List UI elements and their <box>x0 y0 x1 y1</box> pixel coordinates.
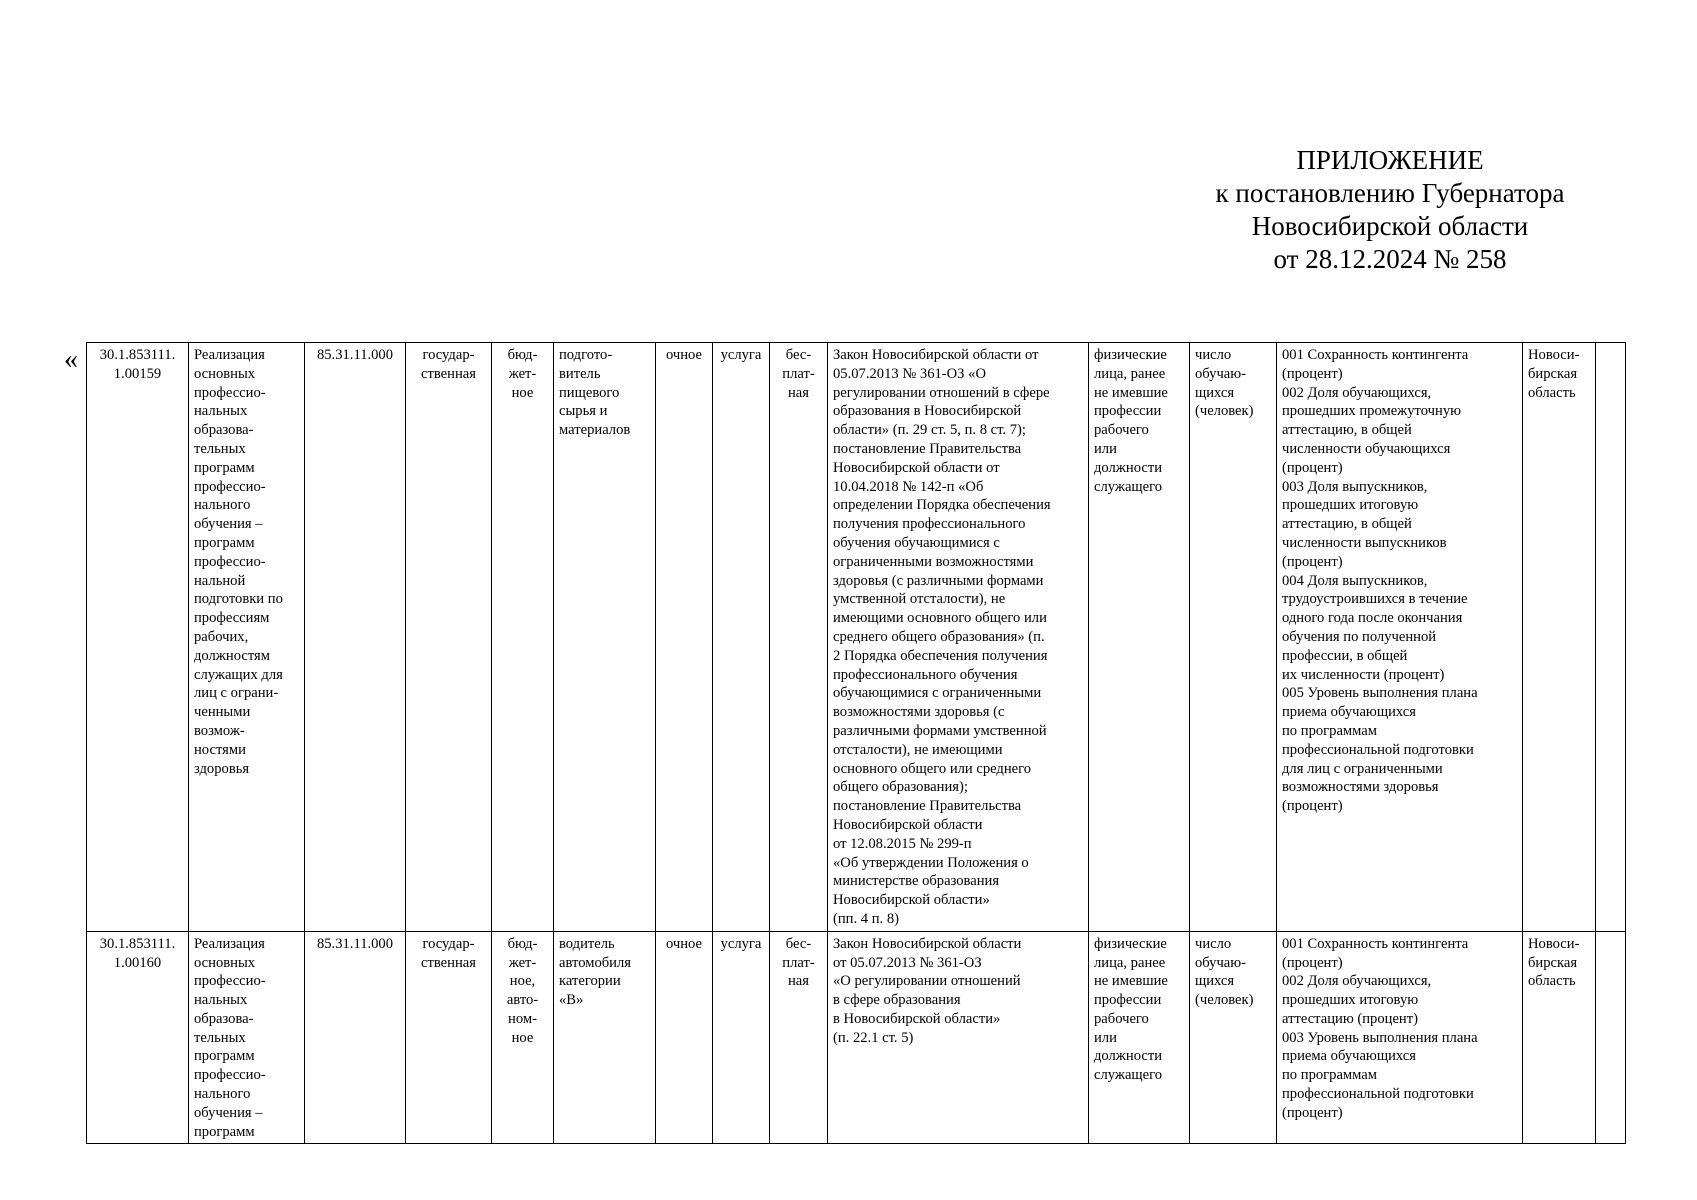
ownership-cell: государ- ственная <box>406 931 492 1144</box>
service-code-cell: 30.1.853111. 1.00160 <box>87 931 189 1144</box>
table-row <box>87 343 1626 932</box>
appendix-header <box>1180 144 1600 276</box>
region-cell: Новоси- бирская область <box>1523 931 1596 1144</box>
okpd-code-cell: 85.31.11.000 <box>305 931 406 1144</box>
extra-cell <box>1596 931 1626 1144</box>
institution-type-cell: бюд- жет- ное, авто- ном- ное <box>492 931 554 1144</box>
ownership-cell: государ- ственная <box>406 343 492 932</box>
appendix-title: ПРИЛОЖЕНИЕ <box>1296 145 1484 175</box>
okpd-code-cell: 85.31.11.000 <box>305 343 406 932</box>
appendix-resolution-line: к постановлению Губернатора <box>1215 178 1565 208</box>
appendix-region-line: Новосибирской области <box>1251 211 1529 241</box>
institution-type-cell: бюд- жет- ное <box>492 343 554 932</box>
quality-indicators-cell: 001 Сохранность контингента (процент) 002 Доля обучающихся, прошедших итоговую аттестацию (процент) 003 Уровень выполнения плана приема обучающихся по программам профессиональной подготовки (процент) <box>1277 931 1523 1144</box>
payment-cell: бес- плат- ная <box>770 931 828 1144</box>
kind-cell: услуга <box>713 931 770 1144</box>
consumers-cell: физические лица, ранее не имевшие профессии рабочего или должности служащего <box>1089 343 1190 932</box>
volume-indicator-cell: число обучаю- щихся (человек) <box>1190 931 1277 1144</box>
payment-cell: бес- плат- ная <box>770 343 828 932</box>
extra-cell <box>1596 343 1626 932</box>
content-cell: подгото- витель пищевого сырья и материалов <box>554 343 656 932</box>
form-cell: очное <box>656 931 713 1144</box>
legal-basis-cell: Закон Новосибирской области от 05.07.2013 № 361-ОЗ «О регулировании отношений в сфере образования в Новосибирской области» (п. 22.1 ст. 5) <box>828 931 1089 1144</box>
service-name-cell: Реализация основных профессио- нальных образова- тельных программ профессио- нального обучения – программ профессио- нальной подготовки по профессиям рабочих, должностям служащих для лиц с ограни- ченными возмож- ностями здоровья <box>189 343 305 932</box>
appendix-date-number: от 28.12.2024 № 258 <box>1273 244 1507 274</box>
quality-indicators-cell: 001 Сохранность контингента (процент) 002 Доля обучающихся, прошедших промежуточную аттестацию, в общей численности обучающихся (процент) 003 Доля выпускников, прошедших итоговую аттестацию, в общей численности выпускников (процент) 004 Доля выпускников, трудоустроившихся в течение одного года после окончания обучения по полученной профессии, в общей их численности (процент) 005 Уровень выполнения плана приема обучающихся по программам профессиональной подготовки для лиц с ограниченными возможностями здоровья (процент) <box>1277 343 1523 932</box>
service-name-cell: Реализация основных профессио- нальных образова- тельных программ профессио- нального обучения – программ <box>189 931 305 1144</box>
services-registry-table <box>86 342 1626 1144</box>
region-cell: Новоси- бирская область <box>1523 343 1596 932</box>
opening-quote-mark: « <box>64 344 78 375</box>
form-cell: очное <box>656 343 713 932</box>
legal-basis-cell: Закон Новосибирской области от 05.07.2013 № 361-ОЗ «О регулировании отношений в сфере образования в Новосибирской области» (п. 29 ст. 5, п. 8 ст. 7); постановление Правительства Новосибирской области от 10.04.2018 № 142-п «Об определении Порядка обеспечения получения профессионального обучения обучающимися с ограниченными возможностями здоровья (с различными формами умственной отсталости), не имеющими основного общего или среднего общего образования» (п. 2 Порядка обеспечения получения профессионального обучения обучающимися с ограниченными возможностями здоровья (с различными формами умственной отсталости), не имеющими основного общего или среднего общего образования); постановление Правительства Новосибирской области от 12.08.2015 № 299-п «Об утверждении Положения о министерстве образования Новосибирской области» (пп. 4 п. 8) <box>828 343 1089 932</box>
consumers-cell: физические лица, ранее не имевшие профессии рабочего или должности служащего <box>1089 931 1190 1144</box>
kind-cell: услуга <box>713 343 770 932</box>
content-cell: водитель автомобиля категории «B» <box>554 931 656 1144</box>
table-row <box>87 931 1626 1144</box>
volume-indicator-cell: число обучаю- щихся (человек) <box>1190 343 1277 932</box>
service-code-cell: 30.1.853111. 1.00159 <box>87 343 189 932</box>
